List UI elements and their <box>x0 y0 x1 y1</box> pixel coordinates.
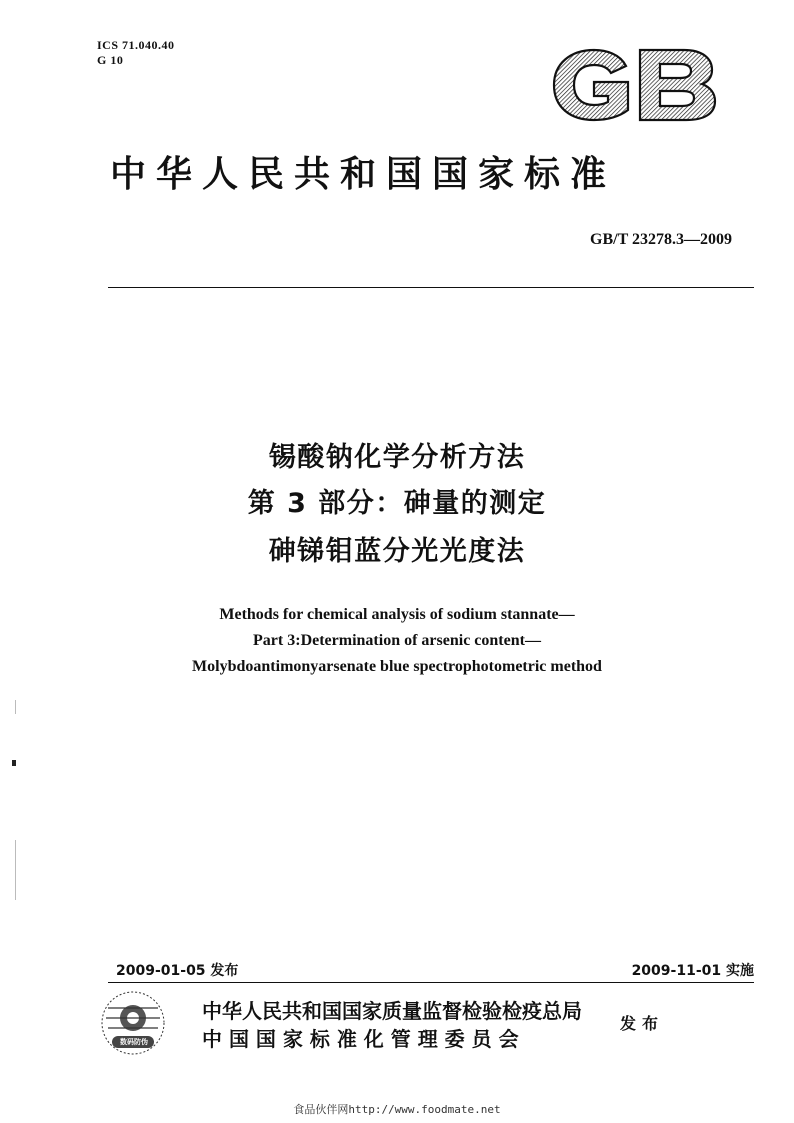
margin-dash <box>15 840 16 900</box>
title-zh-line1: 锡酸钠化学分析方法 <box>268 442 526 473</box>
footer-divider <box>108 982 754 983</box>
header-divider <box>108 287 754 288</box>
issuer-aqsiq: 中华人民共和国国家质量监督检验检疫总局 <box>202 999 582 1023</box>
title-en-line1: Methods for chemical analysis of sodium stannate— <box>219 606 575 623</box>
class-code: G 10 <box>97 53 124 67</box>
margin-mark <box>12 760 16 766</box>
publish-label: 发布 <box>620 1014 665 1033</box>
title-en-line3: Molybdoantimonyarsenate blue spectrophotometric method <box>192 658 602 675</box>
ics-number: ICS 71.040.40 <box>97 38 175 52</box>
standard-number: GB/T 23278.3—2009 <box>590 231 732 248</box>
ics-code <box>97 38 175 68</box>
title-zh-line3: 砷锑钼蓝分光光度法 <box>268 536 526 567</box>
title-zh-line2: 第 3 部分：砷量的测定 <box>247 488 547 519</box>
seal-label: 数码防伪 <box>120 1038 148 1046</box>
margin-dash <box>15 700 16 714</box>
footer-watermark: 食品伙伴网http://www.foodmate.net <box>293 1103 501 1116</box>
title-en-line2: Part 3:Determination of arsenic content— <box>253 632 541 649</box>
issuer-sac: 中 国 国 家 标 准 化 管 理 委 员 会 <box>202 1027 519 1051</box>
gb-logo <box>548 46 720 124</box>
issue-date: 2009-01-05 发布 <box>116 963 239 979</box>
implementation-date: 2009-11-01 实施 <box>631 963 754 979</box>
national-standard-heading: 中华人民共和国国家标准 <box>110 153 617 195</box>
